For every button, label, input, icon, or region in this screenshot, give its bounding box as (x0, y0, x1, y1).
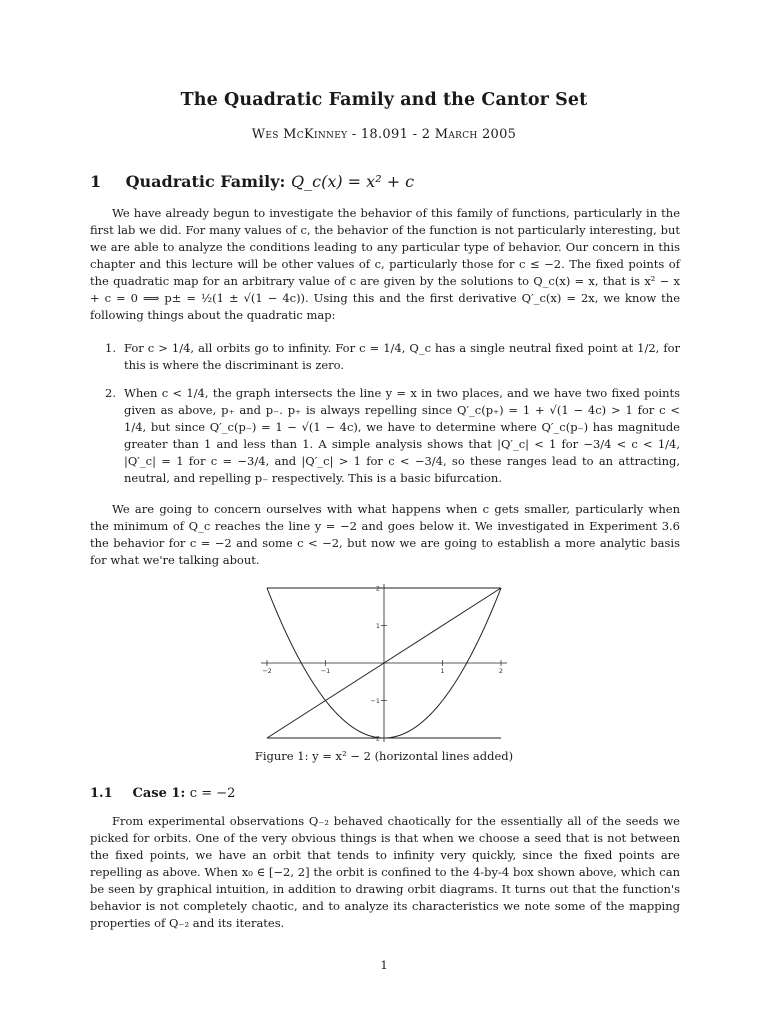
section-number: 1 (90, 172, 102, 191)
paragraph-1: We have already begun to investigate the behavior of this family of functions, particularly in the first lab we did. For many values of c, the behavior of the function is not particularly interesting, but we are able to analyze the conditions leading to any particular type of behavior. Our concern in this chapter and this lecture will be other values of c, particularly those for c ≤ −2. The fixed points of the quadratic map for an arbitrary value of c are given by the solutions to Q_c(x) = x, that is x² − x + c = 0 ⟹ p± = ½(1 ± √(1 − 4c)). Using this and the first derivative Q′_c(x) = 2x, we know the following things about the quadratic map: (90, 206, 680, 322)
list-item-number: 2. (105, 386, 116, 400)
x-tick-label: −2 (262, 667, 272, 675)
list-item-number: 1. (105, 341, 116, 355)
subsection-title: Case 1: (132, 786, 186, 801)
y-tick-label: 2 (375, 584, 380, 593)
figure-caption: Figure 1: y = x² − 2 (horizontal lines added) (254, 749, 514, 763)
y-tick-label: 1 (375, 622, 380, 630)
x-tick-label: 2 (498, 667, 504, 675)
list-item (105, 385, 680, 487)
properties-list (105, 340, 680, 487)
y-tick-label: −2 (370, 734, 380, 743)
paragraph-2: We are going to concern ourselves with what happens when c gets smaller, particularly when the minimum of Q_c reaches the line y = −2 and goes below it. We investigated in Experiment 3.6 the behavior for c = −2 and some c < −2, but now we are going to establish a more analytic basis for what we're talking about. (90, 502, 680, 567)
list-item-text: For c > 1/4, all orbits go to infinity. For c = 1/4, Q_c has a single neutral fixed point at 1/2, for this is where the discriminant is zero. (124, 341, 680, 372)
paragraph-3-block (90, 813, 680, 932)
x-tick-label: −1 (320, 667, 331, 675)
section-1-heading (90, 172, 414, 191)
list-item (105, 340, 680, 374)
y-tick-label: −1 (370, 697, 380, 705)
list-item-text: When c < 1/4, the graph intersects the line y = x in two places, and we have two fixed points given as above, p₊ and p₋. p₊ is always repelling since Q′_c(p₊) = 1 + √(1 − 4c) > 1 for c < 1/4, but since Q′_c(p₋) = 1 − √(1 − 4c), we have to determine where Q′_c(p₋) has magnitude greater than 1 and less than 1. A simple analysis shows that |Q′_c| < 1 for −3/4 < c < 1/4, |Q′_c| = 1 for c = −3/4, and |Q′_c| > 1 for c < −3/4, so these ranges lead to an attracting, neutral, and repelling p₋ respectively. This is a basic bifurcation. (124, 386, 680, 485)
subsection-1-1-heading (90, 786, 235, 801)
section-title: Quadratic Family: (125, 172, 286, 191)
paragraph-2-block (90, 501, 680, 569)
author-line: Wes McKinney - 18.091 - 2 March 2005 (251, 127, 517, 142)
figure-1-chart (250, 580, 520, 745)
section-title-math: Q_c(x) = x² + c (291, 172, 415, 191)
page-number: 1 (380, 958, 388, 972)
intro-paragraph-block (90, 205, 680, 324)
paper-title: The Quadratic Family and the Cantor Set (180, 90, 588, 110)
x-tick-label: 1 (440, 667, 445, 675)
subsection-title-math: c = −2 (189, 786, 236, 801)
subsection-number: 1.1 (90, 786, 113, 801)
paragraph-3: From experimental observations Q₋₂ behaved chaotically for the essentially all of the seeds we picked for orbits. One of the very obvious things is that when we choose a seed that is not between the fixed points, we have an orbit that tends to infinity very quickly, since the fixed points are repelling as above. When x₀ ∈ [−2, 2] the orbit is confined to the 4-by-4 box shown above, which can be seen by graphical intuition, in addition to drawing orbit diagrams. It turns out that the function's behavior is not completely chaotic, and to analyze its characteristics we note some of the mapping properties of Q₋₂ and its iterates. (90, 814, 680, 930)
